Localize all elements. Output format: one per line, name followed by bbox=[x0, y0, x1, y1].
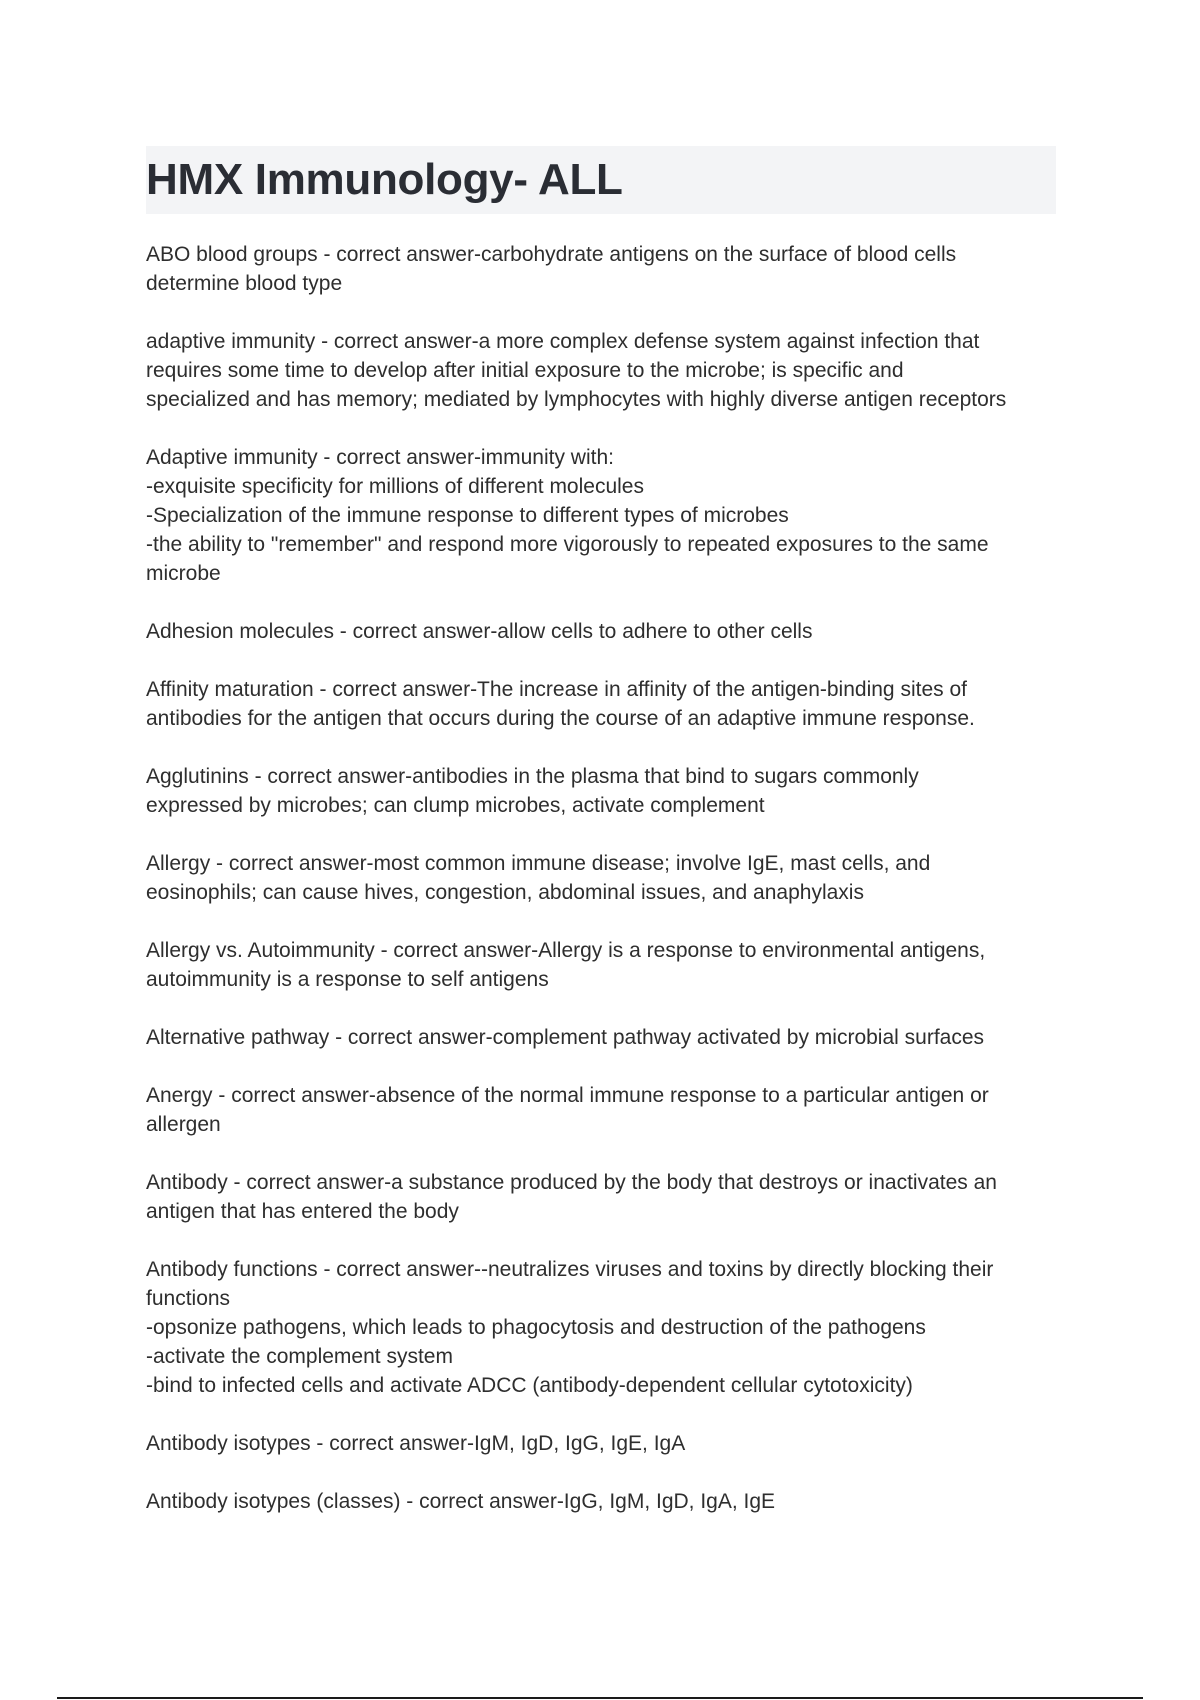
entry-line: antigen that has entered the body bbox=[146, 1200, 459, 1223]
entry-line: Agglutinins - correct answer-antibodies in the plasma that bind to sugars commonly bbox=[146, 765, 919, 788]
entry-line: -bind to infected cells and activate ADCC (antibody-dependent cellular cytotoxicity) bbox=[146, 1374, 913, 1397]
entry-line: Antibody functions - correct answer--neutralizes viruses and toxins by directly blocking their bbox=[146, 1258, 994, 1281]
entry-line: adaptive immunity - correct answer-a more complex defense system against infection that bbox=[146, 330, 980, 353]
entry-line: determine blood type bbox=[146, 272, 343, 295]
entry-line: -opsonize pathogens, which leads to phagocytosis and destruction of the pathogens bbox=[146, 1316, 926, 1339]
entry-line: microbe bbox=[146, 562, 221, 585]
entry-line: requires some time to develop after initial exposure to the microbe; is specific and bbox=[146, 359, 904, 382]
entry-line: -activate the complement system bbox=[146, 1345, 453, 1368]
entry-line: antibodies for the antigen that occurs during the course of an adaptive immune response. bbox=[146, 707, 975, 730]
entry-line: Antibody isotypes (classes) - correct answer-IgG, IgM, IgD, IgA, IgE bbox=[146, 1490, 776, 1513]
entry-line: Antibody - correct answer-a substance produced by the body that destroys or inactivates an bbox=[146, 1171, 997, 1194]
glossary-entry bbox=[146, 327, 1066, 414]
glossary-entry bbox=[146, 240, 1066, 298]
entry-line: -the ability to "remember" and respond more vigorously to repeated exposures to the same bbox=[146, 533, 989, 556]
glossary-entry bbox=[146, 675, 1066, 733]
entry-line: Allergy vs. Autoimmunity - correct answer-Allergy is a response to environmental antigens, bbox=[146, 939, 986, 962]
entry-line: expressed by microbes; can clump microbes, activate complement bbox=[146, 794, 765, 817]
entry-line: Adaptive immunity - correct answer-immunity with: bbox=[146, 446, 614, 469]
entry-line: ABO blood groups - correct answer-carbohydrate antigens on the surface of blood cells bbox=[146, 243, 957, 266]
entry-line: Antibody isotypes - correct answer-IgM, IgD, IgG, IgE, IgA bbox=[146, 1432, 686, 1455]
entry-line: Allergy - correct answer-most common immune disease; involve IgE, mast cells, and bbox=[146, 852, 931, 875]
glossary-entry bbox=[146, 762, 1066, 820]
glossary-entry bbox=[146, 936, 1066, 994]
entry-line: -exquisite specificity for millions of different molecules bbox=[146, 475, 644, 498]
document-title: HMX Immunology- ALL bbox=[146, 155, 623, 204]
glossary-entry bbox=[146, 1255, 1066, 1400]
entry-line: Affinity maturation - correct answer-The increase in affinity of the antigen-binding sites of bbox=[146, 678, 967, 701]
entry-line: functions bbox=[146, 1287, 231, 1310]
entry-line: specialized and has memory; mediated by lymphocytes with highly diverse antigen receptors bbox=[146, 388, 1007, 411]
entry-line: allergen bbox=[146, 1113, 221, 1136]
entry-line: Adhesion molecules - correct answer-allow cells to adhere to other cells bbox=[146, 620, 813, 643]
glossary-entry bbox=[146, 1487, 1066, 1516]
entry-line: -Specialization of the immune response to different types of microbes bbox=[146, 504, 789, 527]
glossary-entry bbox=[146, 1429, 1066, 1458]
glossary-entry bbox=[146, 443, 1066, 588]
entry-line: Alternative pathway - correct answer-complement pathway activated by microbial surfaces bbox=[146, 1026, 985, 1049]
glossary-entry bbox=[146, 849, 1066, 907]
glossary-entry bbox=[146, 1023, 1066, 1052]
glossary-entry bbox=[146, 1081, 1066, 1139]
glossary-entry bbox=[146, 1168, 1066, 1226]
glossary-entry bbox=[146, 617, 1066, 646]
title-banner bbox=[146, 146, 1056, 214]
glossary-entries bbox=[146, 240, 1066, 1545]
footer-divider bbox=[57, 1697, 1143, 1699]
entry-line: eosinophils; can cause hives, congestion, abdominal issues, and anaphylaxis bbox=[146, 881, 864, 904]
entry-line: Anergy - correct answer-absence of the normal immune response to a particular antigen or bbox=[146, 1084, 989, 1107]
entry-line: autoimmunity is a response to self antigens bbox=[146, 968, 549, 991]
